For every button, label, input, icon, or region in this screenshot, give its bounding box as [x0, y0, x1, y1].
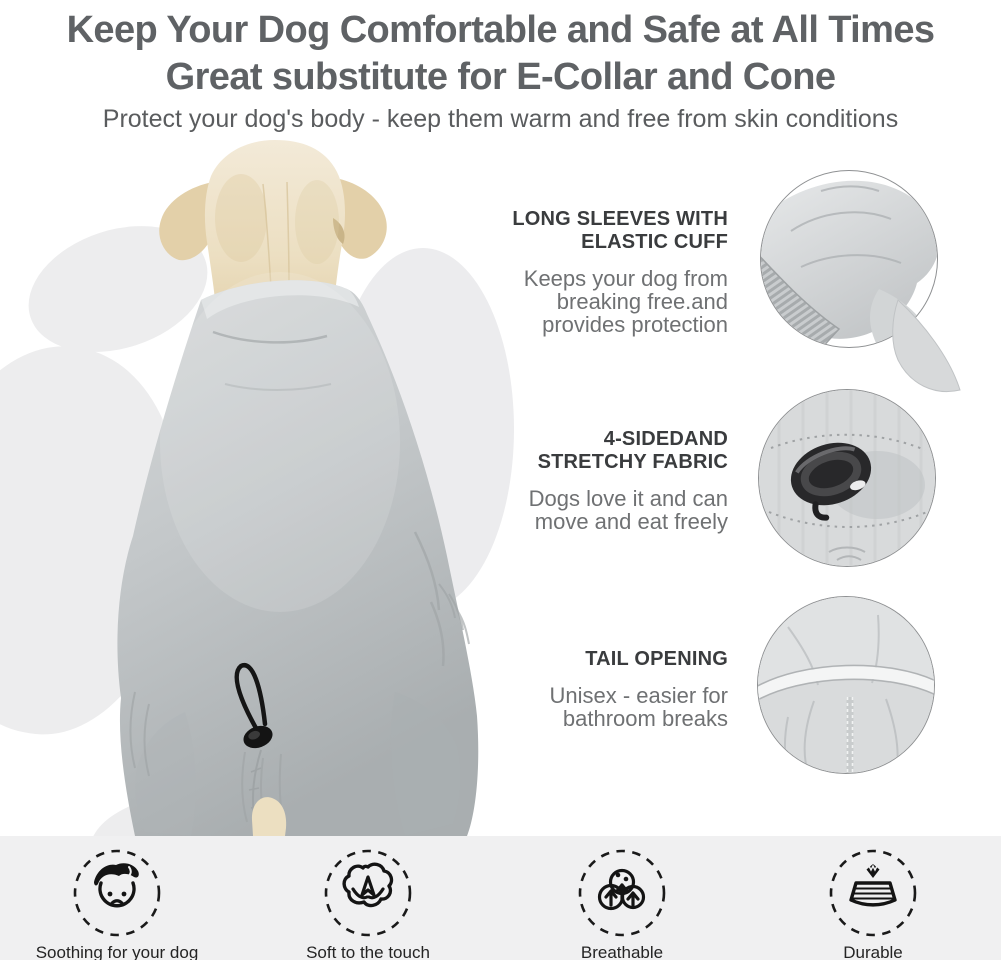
feature-body: Dogs love it and can move and eat freely — [528, 486, 728, 534]
feature-title: 4-SIDEDAND STRETCHY FABRIC — [537, 428, 728, 473]
fabric-stack-diamond-icon — [825, 845, 921, 941]
badge-breathable — [517, 845, 727, 960]
badge-label: Soothing for your dog — [35, 943, 199, 960]
feature-body: Keeps your dog from breaking free.and provides protection — [523, 266, 728, 337]
feature-stretchy-fabric — [529, 428, 728, 533]
petting-hand-dog-face-icon — [69, 845, 165, 941]
badge-label: Breathable — [580, 943, 664, 960]
feature-tail-opening — [549, 648, 728, 730]
cotton-boll-icon — [320, 845, 416, 941]
cord-lock-fabric-closeup-photo — [758, 389, 936, 567]
headline-line-2: Great substitute for E-Collar and Cone — [165, 56, 836, 98]
badge-soft — [263, 845, 473, 960]
badge-durable — [768, 845, 978, 960]
sleeve-overflow-photo — [868, 296, 968, 400]
subheadline: Protect your dog's body - keep them warm and free from skin conditions — [102, 105, 899, 133]
feature-body: Unisex - easier for bathroom breaks — [549, 683, 728, 731]
badge-soothing — [12, 845, 222, 960]
air-flow-arrows-icon — [574, 845, 670, 941]
badge-label: Soft to the touch — [306, 943, 430, 960]
tail-opening-closeup-photo — [757, 596, 935, 774]
feature-long-sleeves — [512, 208, 728, 336]
feature-title: TAIL OPENING — [585, 648, 728, 670]
feature-title: LONG SLEEVES WITH ELASTIC CUFF — [512, 208, 728, 253]
badge-label: Durable — [843, 943, 903, 960]
headline-line-1: Keep Your Dog Comfortable and Safe at All Times — [66, 9, 935, 51]
header — [0, 7, 1001, 134]
hero-dog-photo — [95, 132, 515, 836]
